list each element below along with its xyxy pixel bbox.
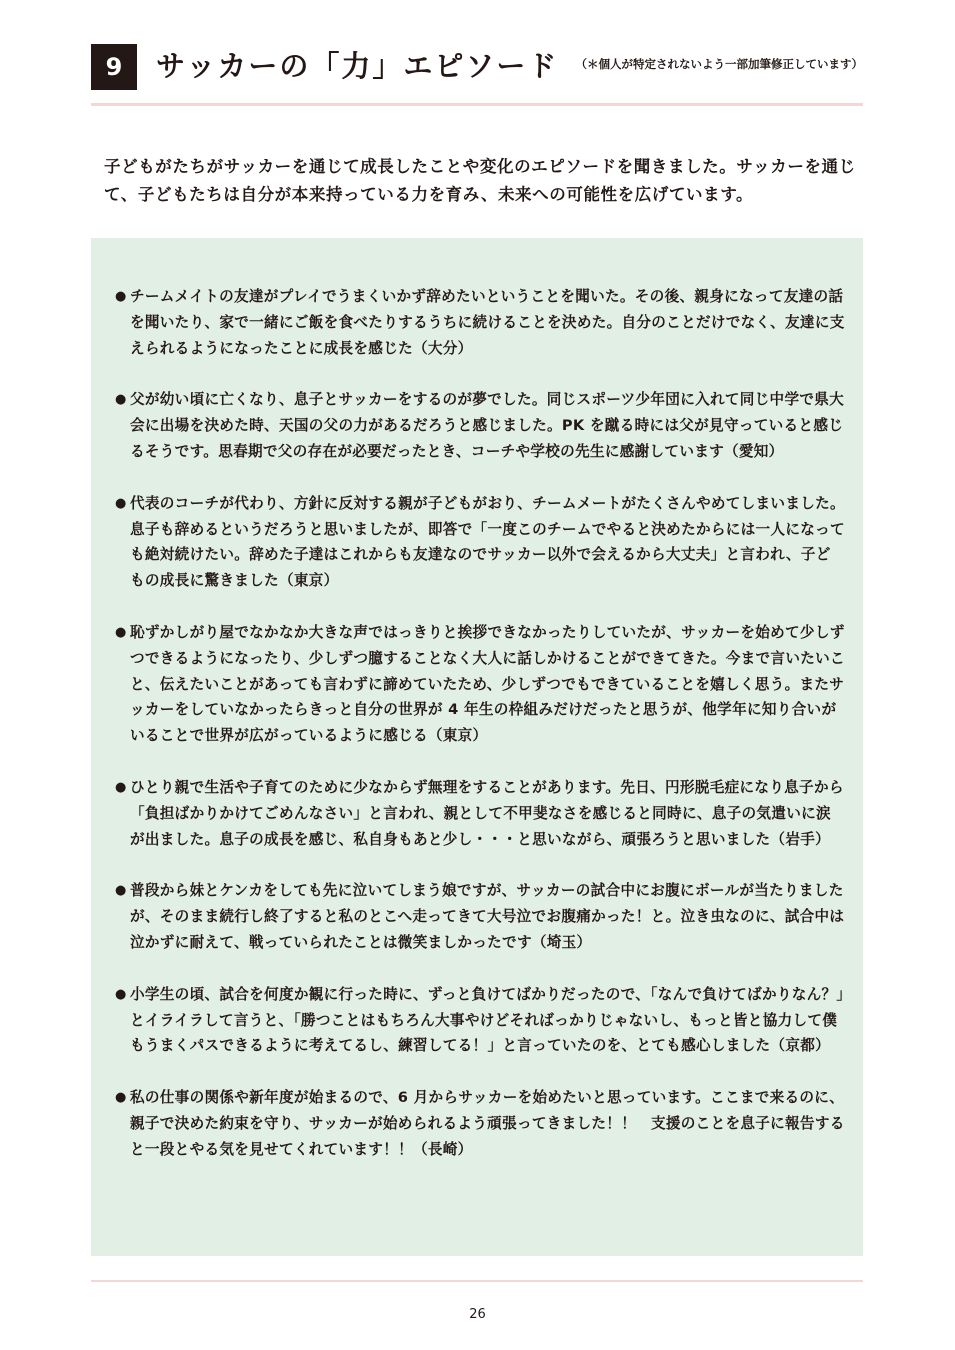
episode-item: [115, 878, 845, 955]
bullet-icon: ●: [115, 392, 127, 408]
bullet-icon: ●: [115, 986, 127, 1002]
intro-paragraph: 子どもがたちがサッカーを通じて成長したことや変化のエピソードを聞きました。サッカーを通じて、子どもたちは自分が本来持っている力を育み、未来への可能性を広げています。: [104, 157, 856, 204]
episode-item: [115, 1085, 845, 1162]
bullet-icon: ●: [115, 779, 127, 795]
episode-text: ひとり親で生活や子育てのために少なからず無理をすることがあります。先日、円形脱毛症になり息子から「負担ばかりかけてごめんなさい」と言われ、親として不甲斐なさを感じると同時に、息子の気遣いに涙が出ました。息子の成長を感じ、私自身もあと少し・・・と思いながら、頑張ろうと思いました（岩手）: [130, 778, 844, 848]
episode-text: 小学生の頃、試合を何度か観に行った時に、ずっと負けてばかりだったので、「なんで負けてばかりなん？」とイライラして言うと、「勝つことはもちろん大事やけどそればっかりじゃないし、もっと皆と協力して僕もうまくパスできるように考えてるし、練習してる！」と言っていたのを、とても感心しました（京都）: [130, 985, 845, 1055]
episode-text: 恥ずかしがり屋でなかなか大きな声ではっきりと挨拶できなかったりしていたが、サッカーを始めて少しずつできるようになったり、少しずつ臆することなく大人に話しかけることができてきた。今まで言いたいこと、伝えたいことがあっても言わずに諦めていたため、少しずつでもできていることを嬉しく思う。またサッカーをしていなかったらきっと自分の世界が 4 年生の枠組みだけだったと思うが、他学年に知り合いがいることで世界が広がっているように感じる（東京）: [130, 623, 845, 745]
episode-item: [115, 775, 845, 852]
episode-item: [115, 982, 845, 1059]
section-title: サッカーの「力」エピソード: [156, 49, 559, 83]
section-number-badge: 9: [91, 44, 137, 90]
section-note: （＊個人が特定されないよう一部加筆修正しています）: [575, 57, 863, 71]
episode-text: 私の仕事の関係や新年度が始まるので、6 月からサッカーを始めたいと思っています。ここまで来るのに、親子で決めた約束を守り、サッカーが始められるよう頑張ってきました！！ 支援のことを息子に報告すると一段とやる気を見せてくれています！！（長崎）: [130, 1089, 845, 1158]
bullet-icon: ●: [115, 1090, 127, 1106]
episode-item: [115, 620, 845, 749]
episode-list: [115, 284, 845, 1189]
bullet-icon: ●: [115, 289, 127, 304]
bullet-icon: ●: [115, 624, 127, 640]
bullet-icon: ●: [115, 883, 127, 899]
episode-item: [115, 284, 845, 361]
episodes-panel: [91, 238, 863, 1256]
episode-item: [115, 491, 845, 594]
bullet-icon: ●: [115, 495, 127, 511]
episode-text: チームメイトの友達がプレイでうまくいかず辞めたいということを聞いた。その後、親身になって友達の話を聞いたり、家で一緒にご飯を食べたりするうちに続けることを決めた。自分のことだけでなく、友達に支えられるようになったことに成長を感じた（大分）: [130, 288, 845, 357]
episode-text: 代表のコーチが代わり、方針に反対する親が子どもがおり、チームメートがたくさんやめてしまいました。息子も辞めるというだろうと思いましたが、即答で「一度このチームでやると決めたからには一人になっても絶対続けたい。辞めた子達はこれからも友達なのでサッカー以外で会えるから大丈夫」と言われ、子どもの成長に驚きました（東京）: [130, 494, 845, 590]
episode-item: [115, 387, 845, 464]
episode-text: 父が幼い頃に亡くなり、息子とサッカーをするのが夢でした。同じスポーツ少年団に入れて同じ中学で県大会に出場を決めた時、天国の父の力があるだろうと感じました。PK を蹴る時には父が見守っていると感じるそうです。思春期で父の存在が必要だったとき、コーチや学校の先生に感謝しています（愛知）: [130, 391, 845, 460]
footer-divider: [91, 1280, 863, 1282]
episode-text: 普段から妹とケンカをしても先に泣いてしまう娘ですが、サッカーの試合中にお腹にボールが当たりましたが、そのまま続行し終了すると私のとこへ走ってきて大号泣でお腹痛かった！と。泣き虫なのに、試合中は泣かずに耐えて、戦っていられたことは微笑ましかったです（埼玉）: [130, 882, 845, 951]
header-divider: [91, 103, 863, 106]
section-header: [91, 40, 863, 92]
page-number: 26: [469, 1307, 486, 1322]
